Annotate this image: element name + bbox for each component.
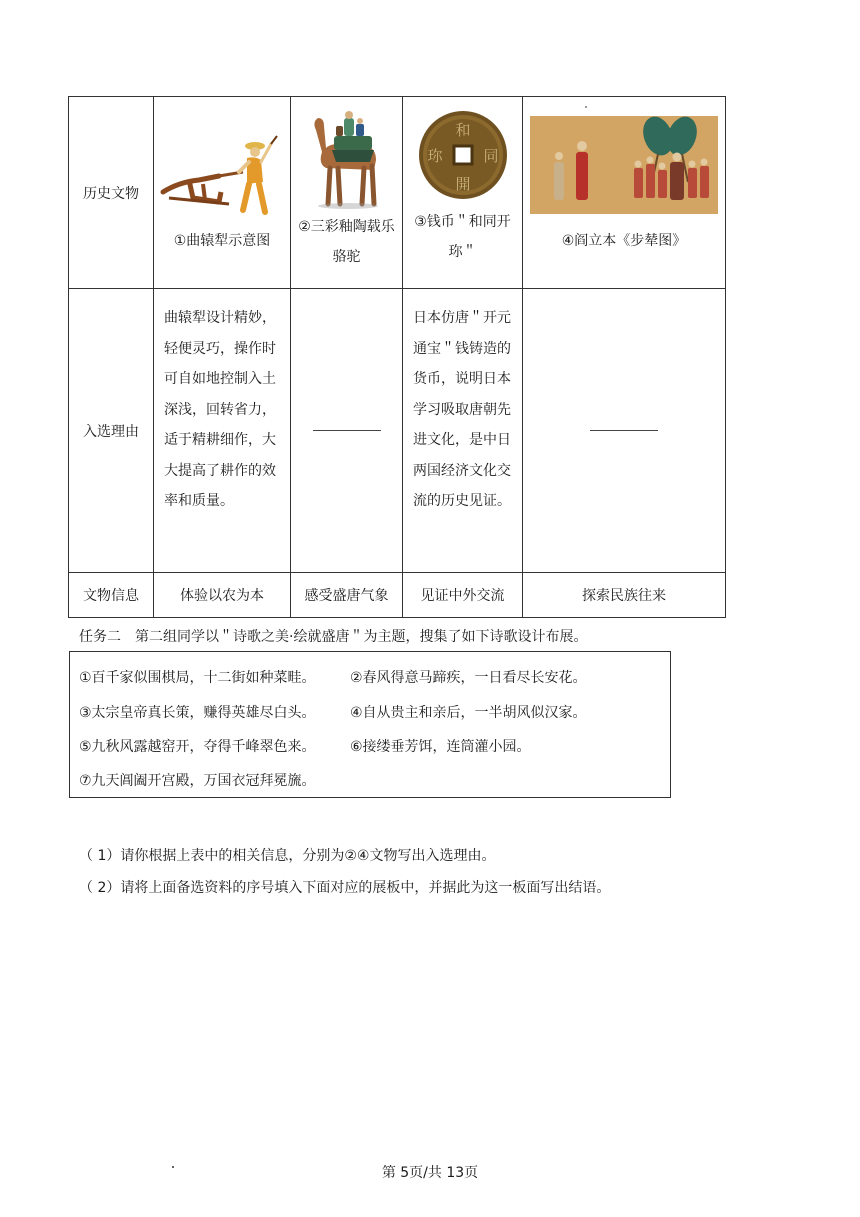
artifact-cell-coin [403,97,523,289]
poem-item: ⑥接缕垂芳饵，连筒灌小园。 [350,739,531,755]
artifact-table [68,96,726,618]
info-cell: 探索民族往来 [523,573,726,618]
svg-text:開: 開 [454,174,471,193]
row-header-artifacts: 历史文物 [69,97,154,289]
artifact-caption: ②三彩釉陶载乐骆驼 [298,218,395,265]
painting-icon [530,116,718,214]
task-two-heading: 任务二 第二组同学以＂诗歌之美·绘就盛唐＂为主题，搜集了如下诗歌设计布展。 [79,629,588,645]
row-header-info: 文物信息 [69,573,154,618]
reason-painting-blank [523,289,726,573]
question-1: （ 1）请你根据上表中的相关信息，分别为②④文物写出入选理由。 [79,848,496,864]
svg-text:珎: 珎 [426,146,443,165]
artifact-caption: ①曲辕犁示意图 [173,232,271,249]
camel-figurine-icon [308,108,386,210]
artifact-caption: ④阎立本《步辇图》 [561,232,687,249]
reason-camel-blank [291,289,403,573]
poem-item: ⑤九秋风露越窑开，夺得千峰翠色来。 [79,739,316,755]
plough-farmer-icon [159,132,285,218]
coin-icon [417,109,509,201]
table-row [69,289,726,573]
poem-item: ①百千家似围棋局，十二街如种菜畦。 [79,670,316,686]
poem-item: ②春风得意马蹄疾，一日看尽长安花。 [350,670,587,686]
poem-item: ⑦九天阊阖开宫殿，万国衣冠拜冕旒。 [79,773,316,789]
info-cell: 感受盛唐气象 [291,573,403,618]
reason-plough: 曲辕犁设计精妙，轻便灵巧，操作时可自如地控制入土深浅，回转省力，适于精耕细作，大大提高了耕作的效率和质量。 [154,289,291,573]
blank-line [590,430,658,431]
svg-text:同: 同 [482,146,499,165]
artifact-caption: ③钱币＂和同开珎＂ [414,213,511,260]
poem-box [69,651,671,798]
poem-item: ④自从贵主和亲后，一半胡风似汉家。 [350,705,587,721]
artifact-cell-painting [523,97,726,289]
info-cell: 体验以农为本 [154,573,291,618]
info-cell: 见证中外交流 [403,573,523,618]
artifact-cell-camel [291,97,403,289]
table-row [69,97,726,289]
row-header-reasons: 入选理由 [69,289,154,573]
reason-coin: 日本仿唐＂开元通宝＂钱铸造的货币，说明日本学习吸取唐朝先进文化，是中日两国经济文化交流的历史见证。 [403,289,523,573]
blank-line [313,430,381,431]
question-2: （ 2）请将上面备选资料的序号填入下面对应的展板中，并据此为这一板面写出结语。 [79,880,611,896]
table-row [69,573,726,618]
artifact-cell-plough [154,97,291,289]
poem-item: ③太宗皇帝真长策，赚得英雄尽白头。 [79,705,316,721]
page-number: 第 5页/共 13页 [381,1165,479,1181]
svg-text:和: 和 [454,120,471,139]
scan-dot [585,106,587,108]
